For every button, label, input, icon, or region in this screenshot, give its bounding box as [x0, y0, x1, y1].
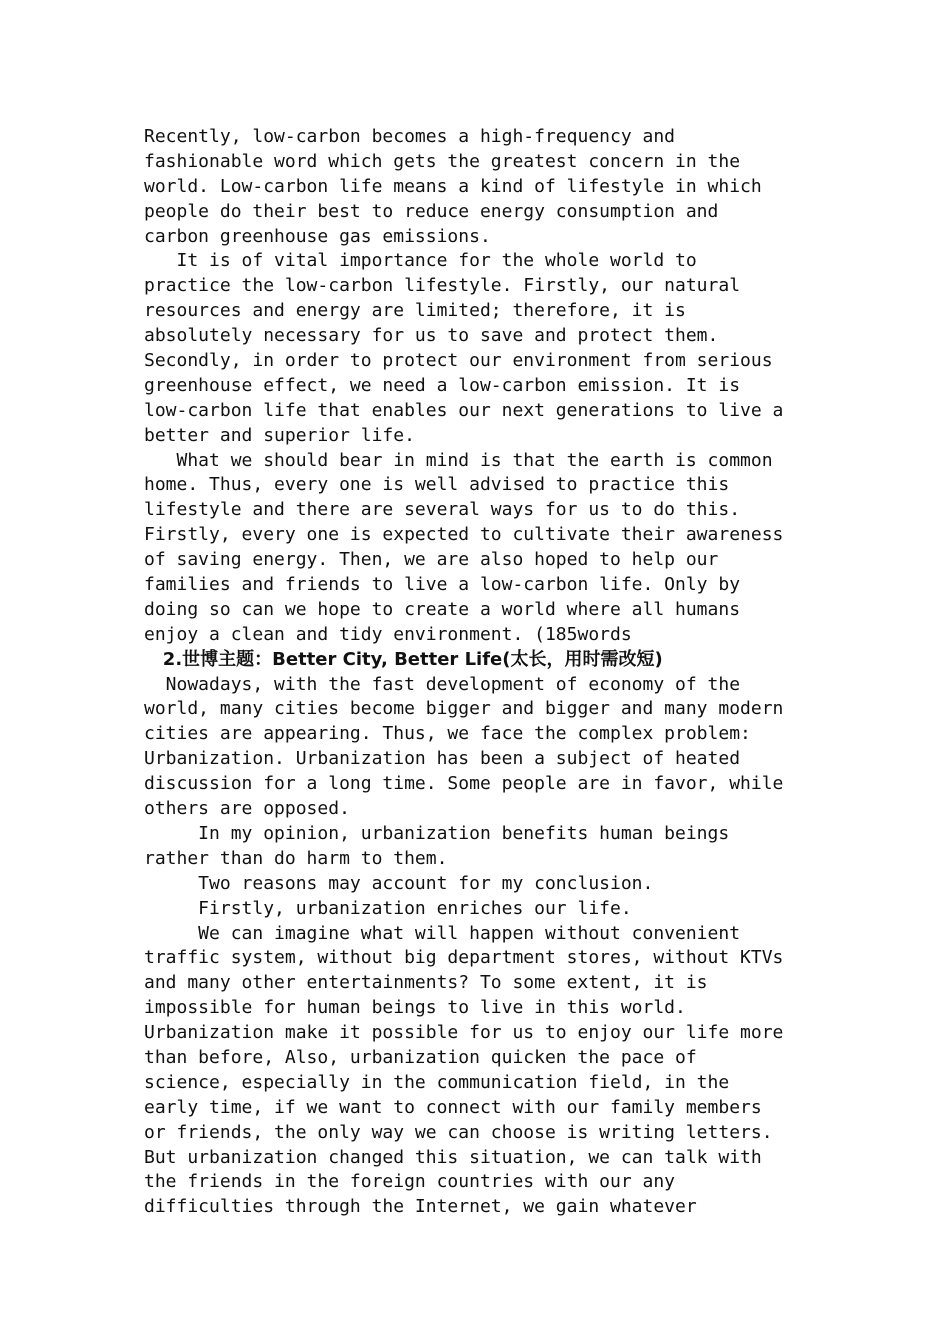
body-line: Firstly, urbanization enriches our life.	[144, 897, 632, 919]
body-line: resources and energy are limited; therefore, it is	[144, 300, 686, 322]
body-line: practice the low-carbon lifestyle. Firstly, our natural	[144, 275, 741, 297]
body-line: early time, if we want to connect with our family members	[144, 1096, 762, 1118]
body-line: people do their best to reduce energy consumption and	[144, 200, 719, 222]
body-line: home. Thus, every one is well advised to practice this	[144, 474, 730, 496]
body-line: greenhouse effect, we need a low-carbon emission. It is	[144, 374, 741, 396]
body-line: low-carbon life that enables our next generations to live a	[144, 399, 784, 421]
body-line: traffic system, without big department stores, without KTVs	[144, 947, 784, 969]
body-line: difficulties through the Internet, we gain whatever	[144, 1196, 697, 1218]
body-line: fashionable word which gets the greatest concern in the	[144, 150, 741, 172]
body-line: rather than do harm to them.	[144, 847, 448, 869]
body-line: It is of vital importance for the whole world to	[144, 250, 697, 272]
body-line: better and superior life.	[144, 424, 415, 446]
body-line: Urbanization. Urbanization has been a subject of heated	[144, 748, 741, 770]
body-line: In my opinion, urbanization benefits human beings	[144, 822, 730, 844]
document-body	[144, 125, 824, 1220]
body-line: Urbanization make it possible for us to enjoy our life more	[144, 1022, 784, 1044]
body-line: lifestyle and there are several ways for us to do this.	[144, 499, 741, 521]
body-line: enjoy a clean and tidy environment. (185words	[144, 623, 632, 645]
body-line: doing so can we hope to create a world where all humans	[144, 598, 741, 620]
body-line: impossible for human beings to live in this world.	[144, 997, 686, 1019]
body-line: and many other entertainments? To some extent, it is	[144, 972, 708, 994]
body-line: But urbanization changed this situation, we can talk with	[144, 1146, 762, 1168]
body-line: carbon greenhouse gas emissions.	[144, 225, 491, 247]
body-line: Two reasons may account for my conclusion.	[144, 872, 654, 894]
body-line: world. Low-carbon life means a kind of lifestyle in which	[144, 175, 762, 197]
body-line: We can imagine what will happen without convenient	[144, 922, 741, 944]
body-line: science, especially in the communication field, in the	[144, 1071, 730, 1093]
body-line: or friends, the only way we can choose is writing letters.	[144, 1121, 773, 1143]
body-line: than before, Also, urbanization quicken the pace of	[144, 1046, 697, 1068]
body-line: Firstly, every one is expected to cultivate their awareness	[144, 524, 784, 546]
body-line: cities are appearing. Thus, we face the complex problem:	[144, 723, 751, 745]
body-line: Secondly, in order to protect our environment from serious	[144, 350, 773, 372]
body-line: absolutely necessary for us to save and protect them.	[144, 325, 719, 347]
body-line: world, many cities become bigger and bigger and many modern	[144, 698, 784, 720]
body-line: of saving energy. Then, we are also hoped to help our	[144, 549, 719, 571]
body-line: families and friends to live a low-carbon life. Only by	[144, 574, 741, 596]
body-line: Recently, low-carbon becomes a high-frequency and	[144, 126, 676, 147]
section-heading: 2.世博主题：Better City, Better Life(太长，用时需改短)	[144, 648, 663, 670]
body-line: the friends in the foreign countries with our any	[144, 1171, 676, 1193]
body-line: Nowadays, with the fast development of economy of the	[144, 673, 741, 695]
body-line: What we should bear in mind is that the earth is common	[144, 449, 773, 471]
body-line: discussion for a long time. Some people are in favor, while	[144, 773, 784, 795]
body-line: others are opposed.	[144, 798, 350, 820]
